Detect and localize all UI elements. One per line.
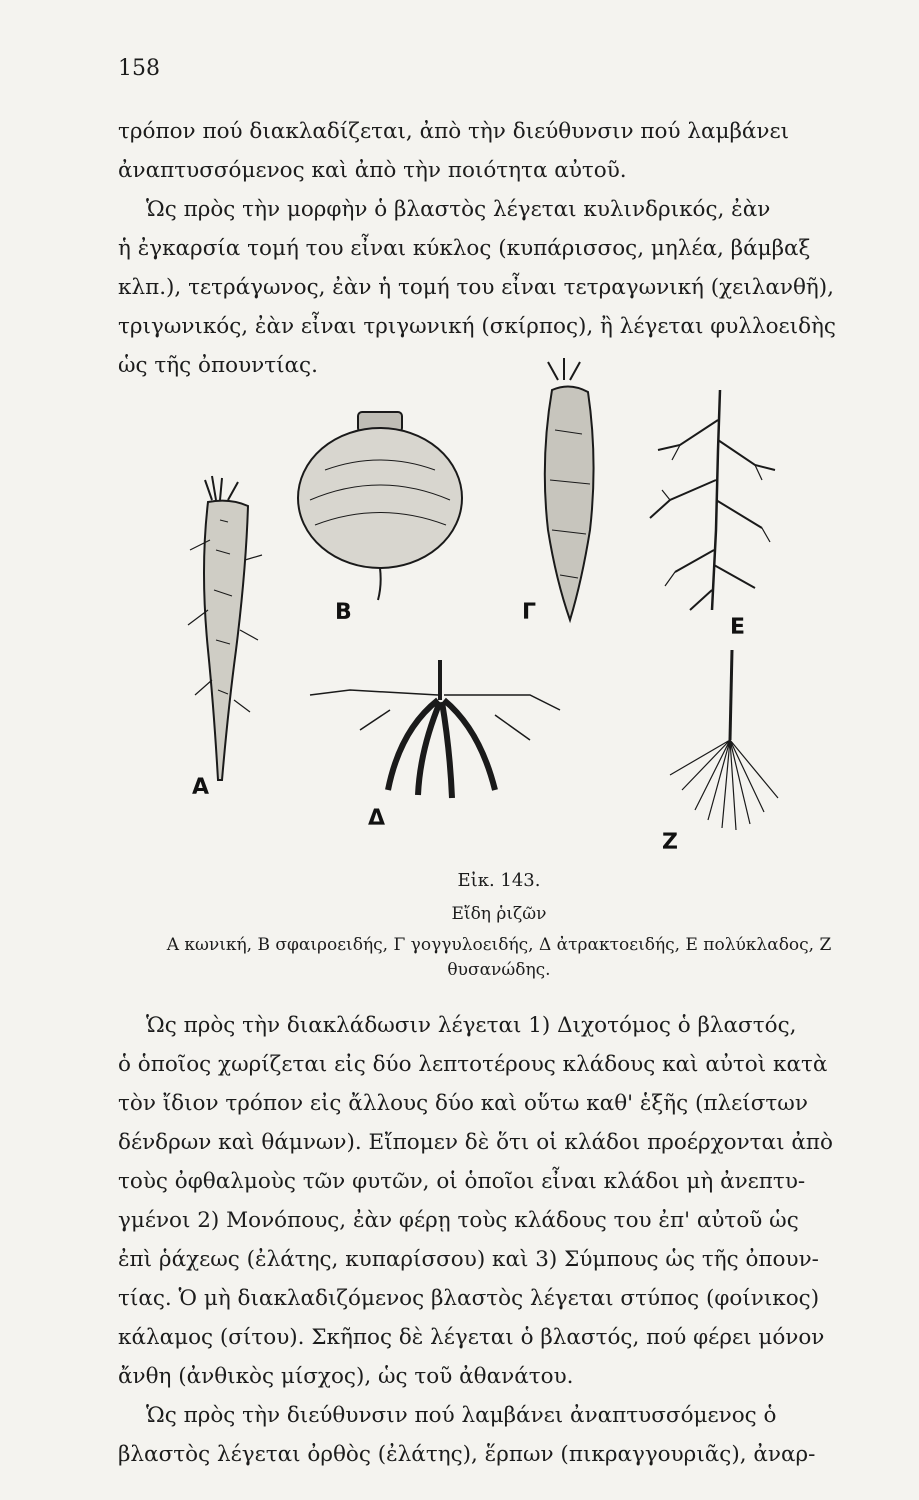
page-number: 158: [118, 56, 160, 81]
text-line: τοὺς ὀφθαλμοὺς τῶν φυτῶν, οἱ ὁποῖοι εἶναι κλάδοι μὴ ἀνεπτυ-: [118, 1169, 806, 1194]
paragraph-shape-classification: [118, 112, 880, 385]
figure-caption-text: Α κωνική, Β σφαιροειδής, Γ γογγυλοειδής, Δ ἀτρακτοειδής, Ε πολύκλαδος, Ζ θυσανώδης.: [166, 935, 832, 980]
conical-root-icon: [188, 476, 262, 780]
figure-label-g: Γ: [522, 600, 537, 625]
branched-root-icon: [650, 390, 775, 610]
figure-caption-subtitle: Εἴδη ῥιζῶν: [451, 904, 547, 924]
text-line: βλαστὸς λέγεται ὀρθὸς (ἐλάτης), ἕρπων (πικραγγουριᾶς), ἀναρ-: [118, 1442, 816, 1467]
figure-label-e: Ε: [730, 615, 746, 640]
figure-label-z: Ζ: [662, 830, 678, 855]
figure-label-b: Β: [335, 600, 352, 625]
text-line: Ὡς πρὸς τὴν διεύθυνσιν πού λαμβάνει ἀναπτυσσόμενος ὁ: [146, 1403, 777, 1428]
text-line: τίας. Ὁ μὴ διακλαδιζόμενος βλαστὸς λέγεται στύπος (φοίνικος): [118, 1286, 820, 1311]
text-line: κλπ.), τετράγωνος, ἐὰν ἡ τομή του εἶναι τετραγωνική (χειλανθῆ),: [118, 275, 835, 300]
text-line: γμένοι 2) Μονόπους, ἐὰν φέρῃ τοὺς κλάδους του ἐπ' αὐτοῦ ὡς: [118, 1208, 799, 1233]
text-line: ἡ ἐγκαρσία τομή του εἶναι κύκλος (κυπάρισσος, μηλέα, βάμβαξ: [118, 236, 811, 261]
text-line: ὁ ὁποῖος χωρίζεται εἰς δύο λεπτοτέρους κλάδους καὶ αὐτοὶ κατὰ: [118, 1052, 828, 1077]
tuberous-root-icon: [545, 358, 594, 620]
figure-label-d: Δ: [368, 806, 386, 831]
fibrous-root-icon: [670, 650, 778, 830]
text-line: τὸν ἴδιον τρόπον εἰς ἄλλους δύο καὶ οὕτω καθ' ἑξῆς (πλείστων: [118, 1091, 808, 1116]
text-line: ἐπὶ ῥάχεως (ἐλάτης, κυπαρίσσου) καὶ 3) Σύμπους ὡς τῆς ὀπουν-: [118, 1247, 819, 1272]
paragraph-direction: [118, 1318, 880, 1474]
text-line: ὡς τῆς ὀπουντίας.: [118, 353, 318, 378]
text-line: Ὡς πρὸς τὴν μορφὴν ὁ βλαστὸς λέγεται κυλινδρικός, ἐὰν: [146, 197, 771, 222]
text-line: δένδρων καὶ θάμνων). Εἴπομεν δὲ ὅτι οἱ κλάδοι προέρχονται ἀπὸ: [118, 1130, 833, 1155]
fusiform-root-icon: [310, 660, 560, 798]
text-line: τρόπον πού διακλαδίζεται, ἀπὸ τὴν διεύθυνσιν πού λαμβάνει: [118, 119, 790, 144]
text-line: τριγωνικός, ἐὰν εἶναι τριγωνική (σκίρπος), ἢ λέγεται φυλλοειδὴς: [118, 314, 836, 339]
spherical-root-icon: [298, 412, 462, 600]
figure-label-a: Α: [192, 775, 210, 800]
roots-drawing: [150, 350, 790, 870]
text-line: κάλαμος (σίτου). Σκῆπος δὲ λέγεται ὁ βλαστός, πού φέρει μόνον: [118, 1325, 825, 1350]
roots-illustration: [150, 350, 790, 870]
text-line: ἀναπτυσσόμενος καὶ ἀπὸ τὴν ποιότητα αὐτοῦ.: [118, 158, 627, 183]
figure-caption-title: Εἰκ. 143.: [457, 870, 541, 891]
text-line: ἄνθη (ἀνθικὸς μίσχος), ὡς τοῦ ἀθανάτου.: [118, 1364, 574, 1389]
paragraph-branching: [118, 1006, 880, 1318]
text-line: Ὡς πρὸς τὴν διακλάδωσιν λέγεται 1) Διχοτόμος ὁ βλαστός,: [146, 1013, 797, 1038]
